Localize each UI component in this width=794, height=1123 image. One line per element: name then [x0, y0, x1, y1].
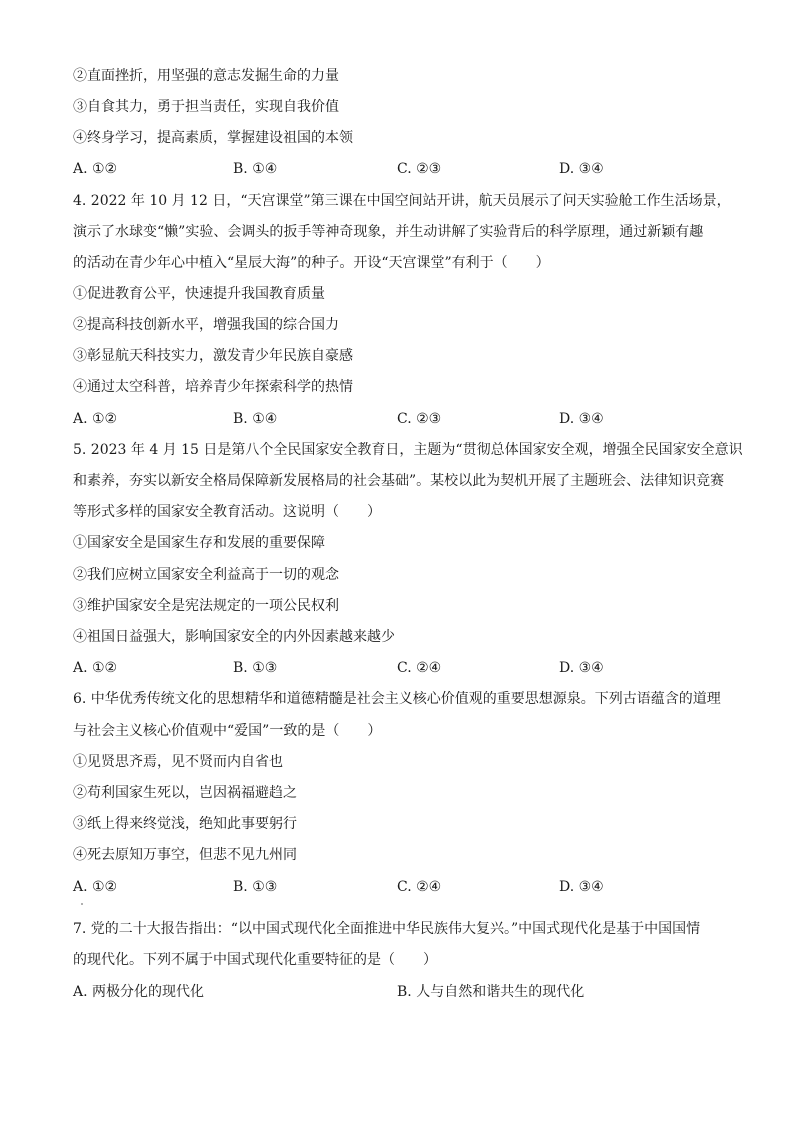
q6-stem-line-2: 与社会主义核心价值观中“爱国”一致的是（ ）: [73, 723, 382, 739]
q4-option-d: D. ③④: [559, 411, 604, 427]
q5-item-1: ①国家安全是国家生存和发展的重要保障: [73, 535, 325, 551]
q4-stem-line-3: 的活动在青少年心中植入“星辰大海”的种子。开设“天宫课堂”有利于（ ）: [73, 255, 550, 271]
q6-option-b: B. ①③: [233, 879, 278, 895]
q4-item-3: ③彰显航天科技实力，激发青少年民族自豪感: [73, 348, 353, 364]
q5-stem-line-1: 5. 2023 年 4 月 15 日是第八个全民国家安全教育日，主题为“贯彻总体国家安全观，增强全民国家安全意识: [73, 442, 743, 458]
q5-item-3: ③维护国家安全是宪法规定的一项公民权利: [73, 598, 339, 614]
q4-item-1: ①促进教育公平，快速提升我国教育质量: [73, 286, 325, 302]
q5-option-b: B. ①③: [233, 660, 278, 676]
q5-options: [73, 658, 733, 678]
q6-option-a: A. ①②: [73, 879, 118, 895]
q7-stem-line-1: 7. 党的二十大报告指出：“以中国式现代化全面推进中华民族伟大复兴。”中国式现代化是基于中国国情: [73, 921, 701, 937]
q4-item-4: ④通过太空科普，培养青少年探索科学的热情: [73, 379, 353, 395]
q6-item-3: ③纸上得来终觉浅，绝知此事要躬行: [73, 816, 297, 832]
q5-option-a: A. ①②: [73, 660, 118, 676]
q4-option-b: B. ①④: [233, 411, 278, 427]
q7-option-b: B. 人与自然和谐共生的现代化: [397, 984, 585, 1000]
prev-option-c: C. ②③: [397, 161, 442, 177]
q5-stem-line-2: 和素养，夯实以新安全格局保障新发展格局的社会基础”。某校以此为契机开展了主题班会、法律知识竞赛: [73, 473, 725, 489]
q6-option-c: C. ②④: [397, 879, 442, 895]
q4-option-c: C. ②③: [397, 411, 442, 427]
q6-item-1: ①见贤思齐焉，见不贤而内自省也: [73, 754, 283, 770]
q4-item-2: ②提高科技创新水平，增强我国的综合国力: [73, 317, 339, 333]
q6-item-2: ②苟利国家生死以，岂因祸福避趋之: [73, 785, 297, 801]
q5-option-c: C. ②④: [397, 660, 442, 676]
q7-stem-line-2: 的现代化。下列不属于中国式现代化重要特征的是（ ）: [73, 952, 437, 968]
q6-item-4: ④死去原知万事空，但悲不见九州同: [73, 847, 297, 863]
q6-option-d: D. ③④: [559, 879, 604, 895]
q5-stem-line-3: 等形式多样的国家安全教育活动。这说明（ ）: [73, 504, 381, 520]
q5-item-2: ②我们应树立国家安全利益高于一切的观念: [73, 567, 339, 583]
prev-option-a: A. ①②: [73, 161, 118, 177]
q6-options: [73, 877, 733, 897]
prev-item-4: ④终身学习，提高素质，掌握建设祖国的本领: [73, 130, 353, 146]
q7-options: [73, 982, 733, 1002]
q4-options: [73, 409, 733, 429]
stray-dot: [81, 903, 83, 905]
q7-option-a: A. 两极分化的现代化: [73, 984, 205, 1000]
prev-item-3: ③自食其力，勇于担当责任，实现自我价值: [73, 99, 339, 115]
q4-stem-line-1: 4. 2022 年 10 月 12 日，“天宫课堂”第三课在中国空间站开讲，航天员展示了问天实验舱工作生活场景，: [73, 193, 731, 209]
q6-stem-line-1: 6. 中华优秀传统文化的思想精华和道德精髓是社会主义核心价值观的重要思想源泉。下列古语蕴含的道理: [73, 691, 721, 707]
prev-options: [73, 159, 733, 179]
prev-option-d: D. ③④: [559, 161, 604, 177]
q4-stem-line-2: 演示了水球变“懒”实验、会调头的扳手等神奇现象，并生动讲解了实验背后的科学原理，通过新颖有趣: [73, 224, 704, 240]
q5-item-4: ④祖国日益强大，影响国家安全的内外因素越来越少: [73, 629, 395, 645]
prev-item-2: ②直面挫折，用坚强的意志发掘生命的力量: [73, 68, 339, 84]
q5-option-d: D. ③④: [559, 660, 604, 676]
q4-option-a: A. ①②: [73, 411, 118, 427]
prev-option-b: B. ①④: [233, 161, 278, 177]
